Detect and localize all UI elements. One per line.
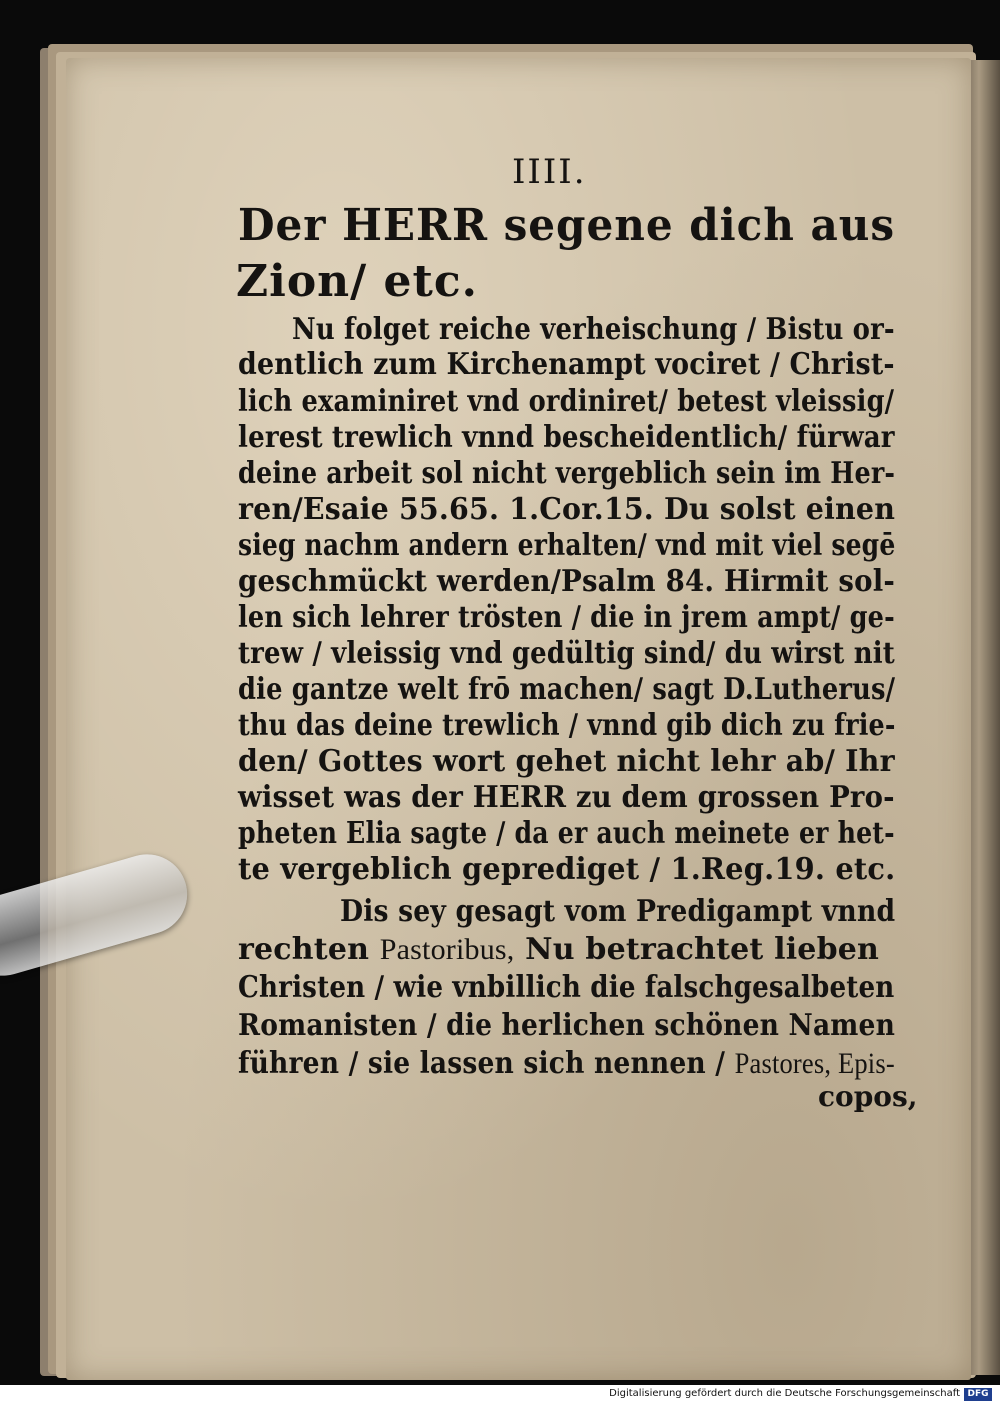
body-line-19: Christen / wie vnbillich die falschgesalbeten: [238, 970, 895, 1005]
body-line-21: [238, 1046, 895, 1081]
body-line-1: Nu folget reiche verheischung / Bistu or-: [292, 312, 895, 347]
body-line-14: wisset was der HERR zu dem grossen Pro-: [238, 780, 895, 815]
body-line-10: trew / vleissig vnd gedültig sind/ du wirst nit: [238, 636, 895, 671]
footer-credit: Digitalisierung gefördert durch die Deutsche Forschungsgemeinschaft: [609, 1388, 960, 1399]
body-line-2: dentlich zum Kirchenampt vociret / Christ-: [238, 347, 895, 382]
body-line-7: sieg nachm andern erhalten/ vnd mit viel segē: [238, 528, 896, 563]
body-line-18-fraktur: rechten: [238, 932, 380, 967]
body-line-18: [238, 932, 879, 967]
body-line-4: lerest trewlich vnnd bescheidentlich/ fürwar: [238, 420, 895, 455]
body-line-3: lich examiniret vnd ordiniret/ betest vleissig/: [238, 384, 895, 419]
body-line-8: geschmückt werden/Psalm 84. Hirmit sol-: [238, 564, 896, 599]
body-line-18-rest: Nu betrachtet lieben: [514, 932, 880, 967]
body-line-12: thu das deine trewlich / vnnd gib dich zu frie-: [238, 708, 896, 743]
heading-line-1: Der HERR segene dich aus: [238, 200, 896, 251]
body-line-6: ren/Esaie 55.65. 1.Cor.15. Du solst einen: [238, 492, 896, 527]
body-line-16: te vergeblich geprediget / 1.Reg.19. etc.: [238, 852, 896, 887]
body-line-15: pheten Elia sagte / da er auch meinete er het-: [238, 816, 895, 851]
page-number: IIII.: [512, 152, 587, 192]
catchword: copos,: [818, 1080, 918, 1113]
body-line-21-fraktur: führen / sie lassen sich nennen /: [238, 1046, 735, 1081]
body-line-20: Romanisten / die herlichen schönen Namen: [238, 1008, 896, 1043]
body-line-13: den/ Gottes wort gehet nicht lehr ab/ Ihr: [238, 744, 895, 779]
body-line-18-latin: Pastoribus,: [379, 933, 515, 966]
body-line-11: die gantze welt frō machen/ sagt D.Lutherus/: [238, 672, 896, 707]
dfg-logo-icon: DFG: [964, 1388, 992, 1401]
body-line-5: deine arbeit sol nicht vergeblich sein im Her-: [238, 456, 896, 491]
body-line-17: Dis sey gesagt vom Predigampt vnnd: [340, 894, 896, 929]
footer-bar: [0, 1385, 1000, 1405]
heading-line-2: Zion/ etc.: [236, 256, 478, 307]
body-line-21-latin: Pastores, Epis-: [734, 1047, 895, 1080]
body-line-9: len sich lehrer trösten / die in jrem ampt/ ge-: [238, 600, 895, 635]
